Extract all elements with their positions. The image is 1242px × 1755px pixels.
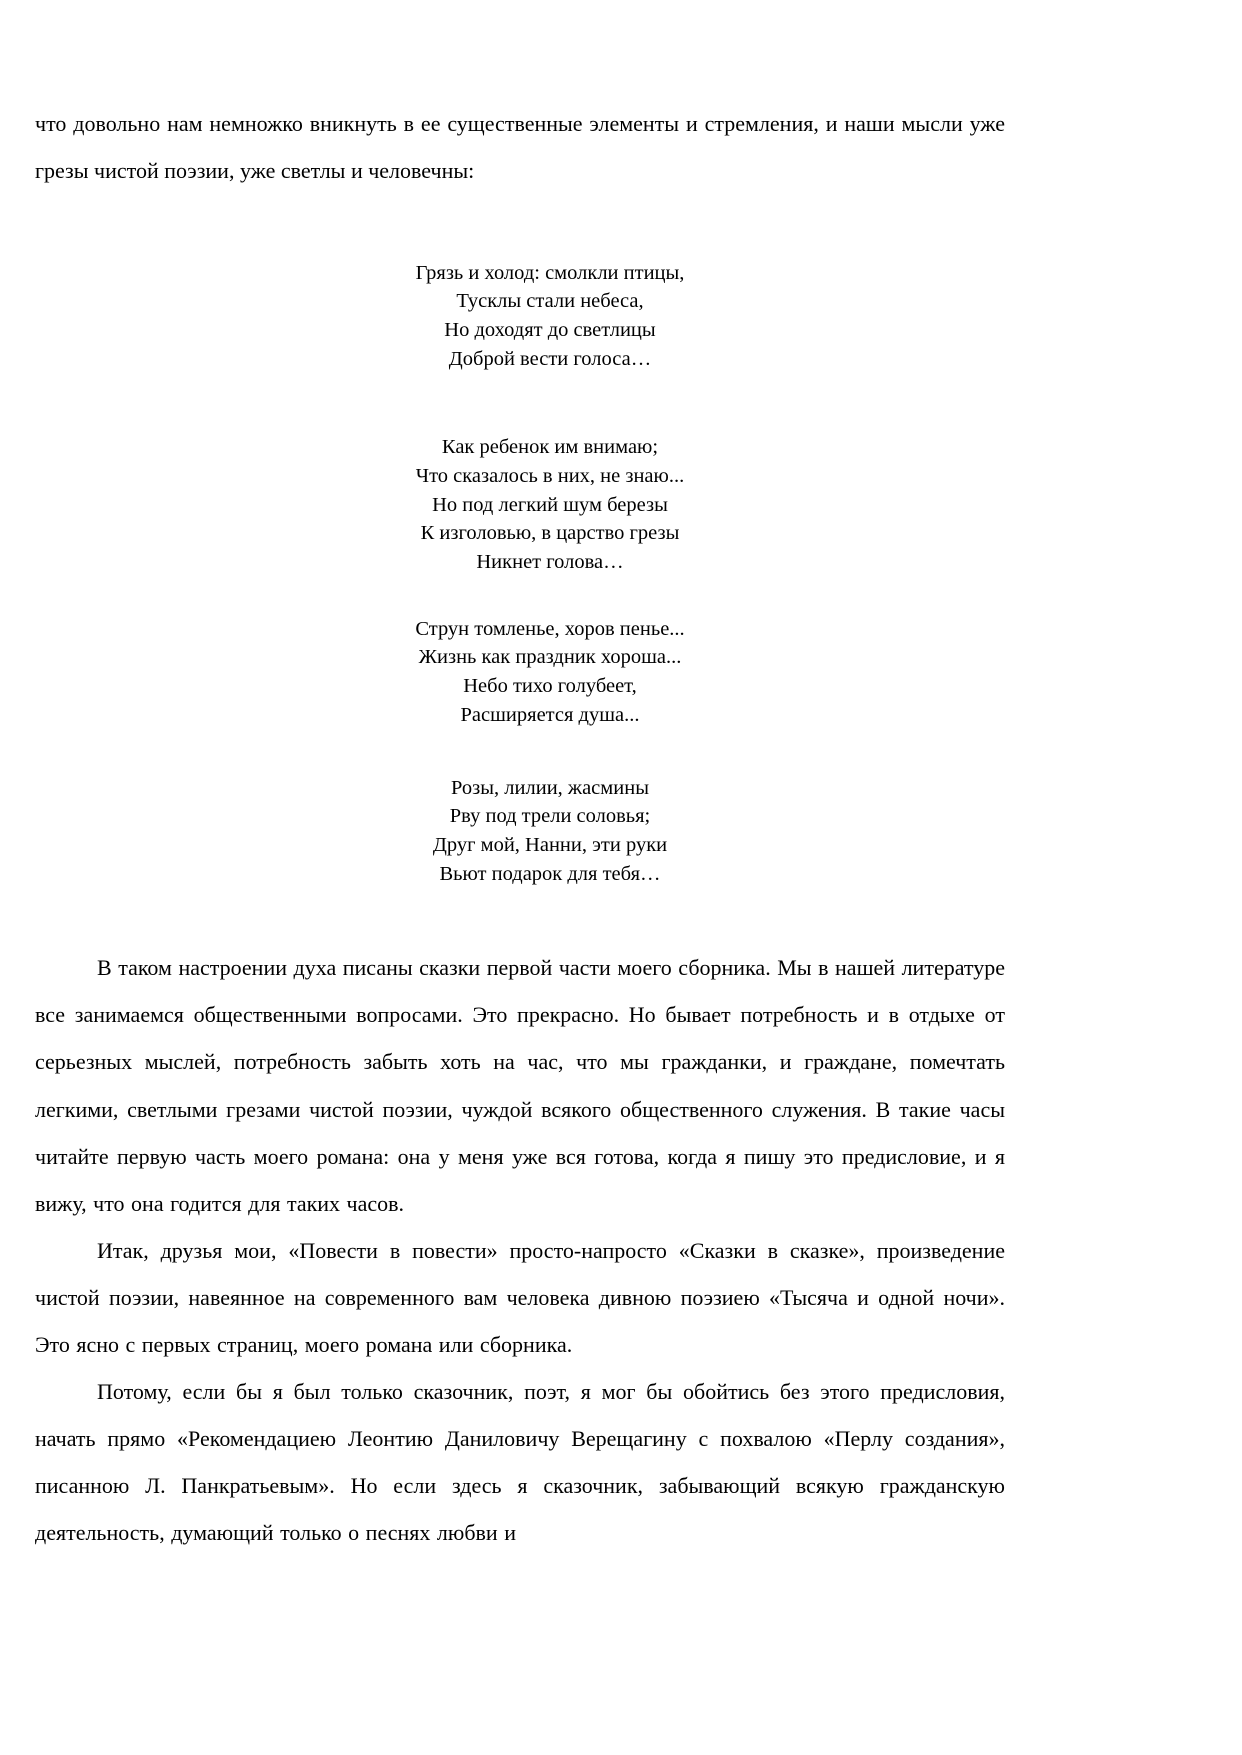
poem-line: Что сказалось в них, не знаю... — [415, 465, 685, 488]
body-paragraph-1: В таком настроении духа писаны сказки первой части моего сборника. Мы в нашей литературе все занимаемся общественными вопросами. Это прекрасно. Но бывает потребность и в отдыхе от серьезных мыслей, потребность забыть хоть на час, что мы гражданки, и граждане, помечтать легкими, светлыми грезами чистой поэзии, чуждой всякого общественного служения. В такие часы читайте первую часть моего романа: она у меня уже вся готова, когда я пишу это предисловие, и я вижу, что она годится для таких часов. — [35, 955, 1005, 1216]
poem-stanza-2 — [95, 433, 1005, 576]
poem-stanza-1 — [95, 259, 1005, 374]
poem-line: Но под легкий шум березы — [432, 493, 668, 516]
poem-line: Грязь и холод: смолкли птицы, — [415, 261, 685, 284]
poem-stanza-4 — [95, 774, 1005, 889]
poem-line: Розы, лилии, жасмины — [451, 776, 649, 799]
body-paragraph-3: Потому, если бы я был только сказочник, поэт, я мог бы обойтись без этого предисловия, начать прямо «Рекомендациею Леонтию Даниловичу Верещагину с похвалою «Перлу создания», писанною Л. Панкратьевым». Но если здесь я сказочник, забывающий всякую гражданскую деятельность, думающий только о песнях любви и — [35, 1378, 1005, 1546]
poem-line: Расширяется душа... — [460, 703, 640, 726]
poem-line: Никнет голова… — [476, 551, 624, 574]
poem-line: Доброй вести голоса… — [448, 347, 652, 370]
poem-line: Друг мой, Нанни, эти руки — [432, 833, 668, 856]
poem-stanza-3 — [95, 615, 1005, 730]
poem-line: Жизнь как праздник хороша... — [418, 646, 682, 669]
poem-line: К изголовью, в царство грезы — [420, 522, 680, 545]
poem-line: Небо тихо голубеет, — [463, 675, 637, 698]
poem-line: Но доходят до светлицы — [444, 318, 656, 341]
intro-paragraph: что довольно нам немножко вникнуть в ее существенные элементы и стремления, и наши мысли уже грезы чистой поэзии, уже светлы и человечны: — [35, 111, 1005, 184]
poem-line: Струн томленье, хоров пенье... — [415, 617, 685, 640]
body-paragraph-2: Итак, друзья мои, «Повести в повести» просто-напросто «Сказки в сказке», произведение чистой поэзии, навеянное на современного вам человека дивною поэзиею «Тысяча и одной ночи». Это ясно с первых страниц, моего романа или сборника. — [35, 1237, 1005, 1357]
poem-line: Как ребенок им внимаю; — [441, 436, 659, 459]
poem-line: Тусклы стали небеса, — [456, 290, 644, 313]
poem-line: Вьют подарок для тебя… — [439, 862, 661, 885]
poem — [35, 259, 1005, 889]
poem-line: Рву под трели соловья; — [449, 805, 651, 828]
